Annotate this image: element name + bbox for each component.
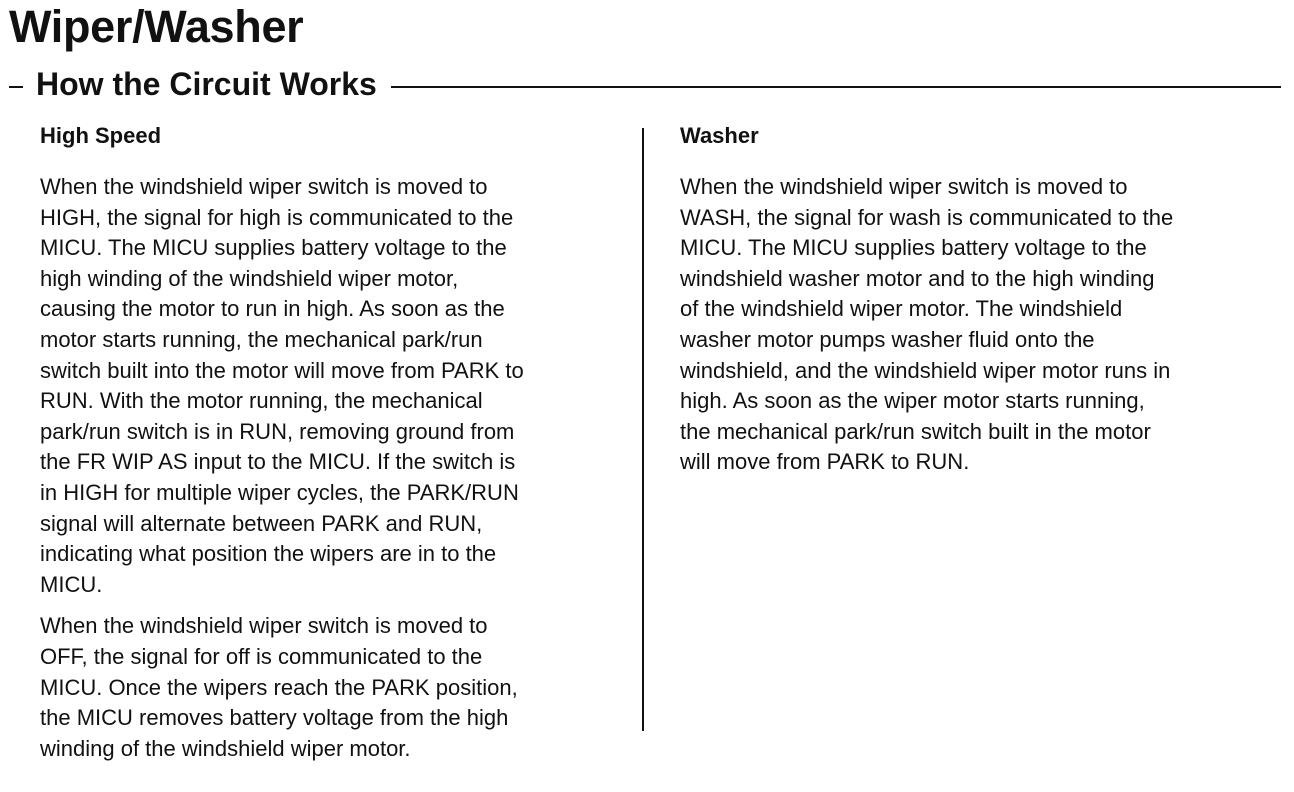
washer-paragraph-1: When the windshield wiper switch is moved to WASH, the signal for wash is communicated to the MICU. The MICU supplies battery voltage to the windshield washer motor and to the high winding of the windshield wiper motor. The windshield washer motor pumps washer fluid onto the windshield, and the windshield wiper motor runs in high. As soon as the wiper motor starts running, the mechanical park/run switch built in the motor will move from PARK to RUN. xyxy=(680,174,1174,475)
high-speed-paragraph-1: When the windshield wiper switch is moved to HIGH, the signal for high is communicated to the MICU. The MICU supplies battery voltage to the high winding of the windshield wiper motor, causing the motor to run in high. As soon as the motor starts running, the mechanical park/run switch built into the motor will move from PARK to RUN. With the motor running, the mechanical park/run switch is in RUN, removing ground from the FR WIP AS input to the MICU. If the switch is in HIGH for multiple wiper cycles, the PARK/RUN signal will alternate between PARK and RUN, indicating what position the wipers are in to the MICU. xyxy=(40,174,524,597)
washer-heading: Washer xyxy=(680,123,759,148)
high-speed-column xyxy=(40,122,630,764)
heading-lead-dash xyxy=(9,86,23,88)
section-heading xyxy=(9,64,1281,104)
page-title: Wiper/Washer xyxy=(9,1,304,52)
high-speed-heading: High Speed xyxy=(40,123,162,148)
heading-rule xyxy=(391,86,1281,88)
washer-column xyxy=(680,122,1270,478)
column-divider xyxy=(642,128,644,731)
high-speed-paragraph-2: When the windshield wiper switch is moved to OFF, the signal for off is communicated to the MICU. Once the wipers reach the PARK position, the MICU removes battery voltage from the high winding of the windshield wiper motor. xyxy=(40,613,518,761)
section-heading-text: How the Circuit Works xyxy=(36,66,377,102)
